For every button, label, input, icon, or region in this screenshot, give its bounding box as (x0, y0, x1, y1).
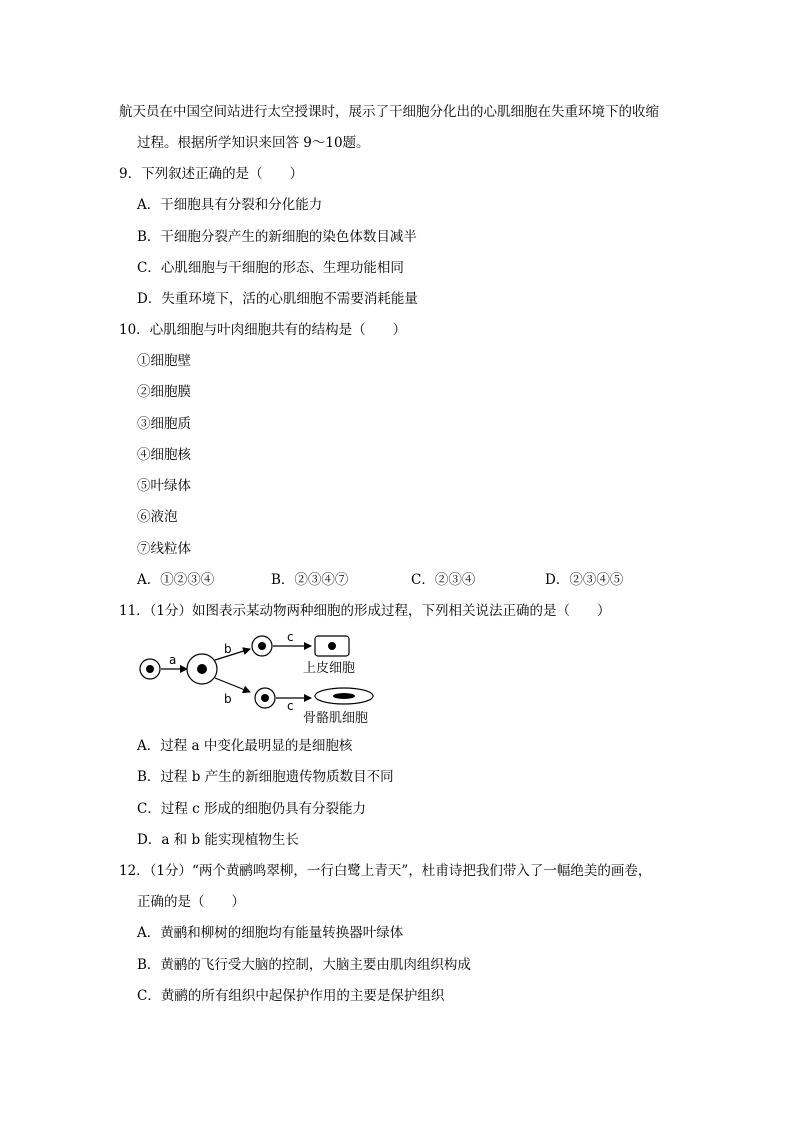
q9-option-b: B．干细胞分裂产生的新细胞的染色体数目减半 (137, 229, 417, 245)
q12-option-c: C．黄鹂的所有组织中起保护作用的主要是保护组织 (137, 988, 445, 1004)
q12-option-a: A．黄鹂和柳树的细胞均有能量转换器叶绿体 (137, 925, 404, 941)
label-c-lower: c (287, 699, 294, 713)
q12-option-b: B．黄鹂的飞行受大脑的控制，大脑主要由肌肉组织构成 (137, 957, 471, 973)
q10-option-a: A．①②③④ (137, 572, 215, 588)
q10-option-d: D．②③④⑤ (545, 572, 624, 588)
label-c-upper: c (287, 630, 294, 644)
intro-line-2: 过程。根据所学知识来回答 9～10题。 (137, 135, 370, 151)
q9-option-d: D．失重环境下，活的心肌细胞不需要消耗能量 (137, 291, 418, 307)
q12-stem-line-2: 正确的是（ ） (137, 894, 245, 910)
enlarged-cell (187, 654, 217, 684)
intro-line-1: 航天员在中国空间站进行太空授课时，展示了干细胞分化出的心肌细胞在失重环境下的收缩 (119, 104, 659, 120)
epithelial-cell-label: 上皮细胞 (303, 661, 356, 676)
q11-option-c: C．过程 c 形成的细胞仍具有分裂能力 (137, 801, 366, 817)
q10-item-2: ②细胞膜 (137, 384, 191, 400)
q10-item-6: ⑥液泡 (137, 509, 178, 525)
q11-option-a: A．过程 a 中变化最明显的是细胞核 (137, 738, 353, 754)
q10-options (137, 571, 697, 589)
arrow-b-lower (215, 678, 250, 692)
label-a: a (169, 653, 177, 667)
q9-stem: 9．下列叙述正确的是（ ） (119, 166, 304, 182)
q10-option-c: C．②③④ (411, 572, 476, 588)
label-b-upper: b (224, 642, 232, 656)
q10-item-3: ③细胞质 (137, 416, 191, 432)
q10-item-1: ①细胞壁 (137, 353, 191, 369)
initial-cell (140, 659, 160, 679)
q11-option-b: B．过程 b 产生的新细胞遗传物质数目不同 (137, 769, 394, 785)
lower-daughter-cell (255, 688, 275, 708)
q10-item-5: ⑤叶绿体 (137, 478, 191, 494)
q9-option-a: A．干细胞具有分裂和分化能力 (137, 197, 323, 213)
upper-daughter-cell (252, 636, 272, 656)
cell-formation-diagram (135, 628, 395, 728)
q9-option-c: C．心肌细胞与干细胞的形态、生理功能相同 (137, 260, 404, 276)
skeletal-muscle-cell-label: 骨骼肌细胞 (303, 711, 369, 726)
epithelial-cell (315, 636, 349, 656)
q10-item-4: ④细胞核 (137, 447, 191, 463)
q11-stem: 11．（1分）如图表示某动物两种细胞的形成过程，下列相关说法正确的是（ ） (119, 603, 611, 619)
q10-option-b: B．②③④⑦ (271, 572, 349, 588)
arrow-b-upper (215, 649, 250, 660)
q10-stem: 10．心肌细胞与叶肉细胞共有的结构是（ ） (119, 322, 407, 338)
q10-item-7: ⑦线粒体 (137, 541, 191, 557)
label-b-lower: b (224, 692, 232, 706)
q12-stem-line-1: 12．（1分）“两个黄鹂鸣翠柳，一行白鹭上青天”，杜甫诗把我们带入了一幅绝美的画卷， (119, 863, 652, 879)
skeletal-muscle-cell (315, 688, 373, 704)
q11-option-d: D．a 和 b 能实现植物生长 (137, 832, 299, 848)
